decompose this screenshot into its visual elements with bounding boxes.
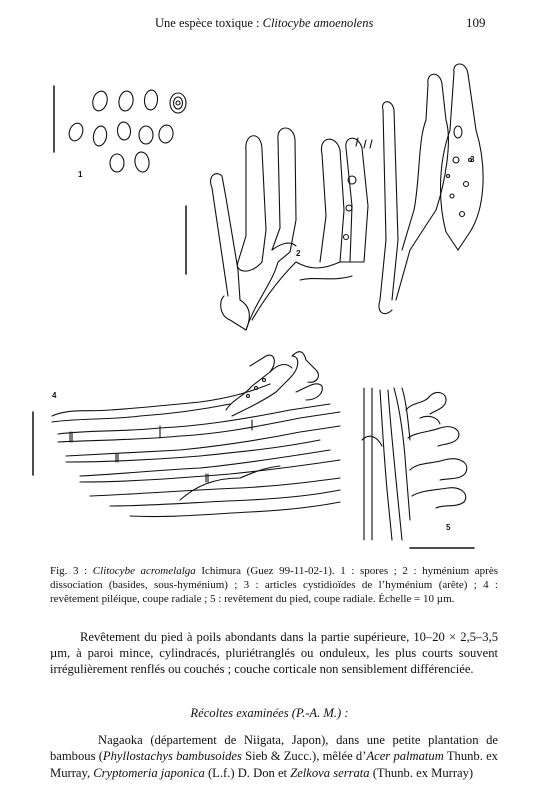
body-paragraph-block xyxy=(50,629,498,677)
locality-block xyxy=(50,732,498,781)
panel-5-stipitipellis xyxy=(362,388,474,548)
locality-text-2: Sieb & Zucc.), mêlée d’ xyxy=(241,749,367,764)
page-number: 109 xyxy=(466,15,486,30)
panel-3-cystidioid-articles xyxy=(379,64,483,314)
locality-species-1: Phyllostachys bambusoides xyxy=(102,749,242,764)
panel-2-hymenium xyxy=(186,128,372,330)
panel-label-2: 2 xyxy=(296,249,301,258)
panel-label-1: 1 xyxy=(78,170,83,179)
figure-caption xyxy=(50,564,498,606)
caption-species: Clitocybe acromelalga xyxy=(92,565,196,577)
locality-text-5: (Thunb. ex Murray) xyxy=(369,765,474,780)
panel-label-5: 5 xyxy=(446,523,451,532)
caption-fig-ref: Fig. 3 : xyxy=(50,565,93,577)
running-title-text: Une espèce toxique : xyxy=(155,16,263,30)
running-title-species: Clitocybe amoenolens xyxy=(262,16,374,30)
panel-4-pileipellis xyxy=(33,352,340,517)
body-paragraph: Revêtement du pied à poils abondants dans la partie supérieure, 10–20 × 2,5–3,5 µm, à paroi mince, cylindracés, pluriétranglés ou onduleux, les plus courts souvent irrégulièrement renflés ou couchés ; couche corticale non sensiblement différenciée. xyxy=(50,630,498,676)
locality-text-3: Thunb. ex Murray, xyxy=(50,749,498,780)
locality-species-4: Zelkova serrata xyxy=(290,765,370,780)
locality-species-3: Cryptomeria japonica xyxy=(93,765,205,780)
panel-label-3: 3 xyxy=(470,155,475,164)
locality-text-1: Nagaoka (département de Niigata, Japon), dans une petite plantation de bambous ( xyxy=(50,733,498,764)
panel-label-4: 4 xyxy=(52,391,57,400)
locality-paragraph xyxy=(50,732,498,781)
locality-text-4: (L.f.) D. Don et xyxy=(204,765,291,780)
section-heading: Récoltes examinées (P.-A. M.) : xyxy=(190,706,349,720)
locality-species-2: Acer palmatum xyxy=(366,749,444,764)
panel-1-spores xyxy=(54,86,186,179)
caption-text: Ichimura (Guez 99-11-02-1). 1 : spores ; 2 : hyménium après dissociation (basides, sous-hyménium) ; 3 : articles cystidioïdes de l’hyménium (arête) ; 4 : revêtement piléique, coupe radiale ; 5 : revêtement du pied, coupe radiale. Échelle = 10 µm. xyxy=(50,565,498,605)
